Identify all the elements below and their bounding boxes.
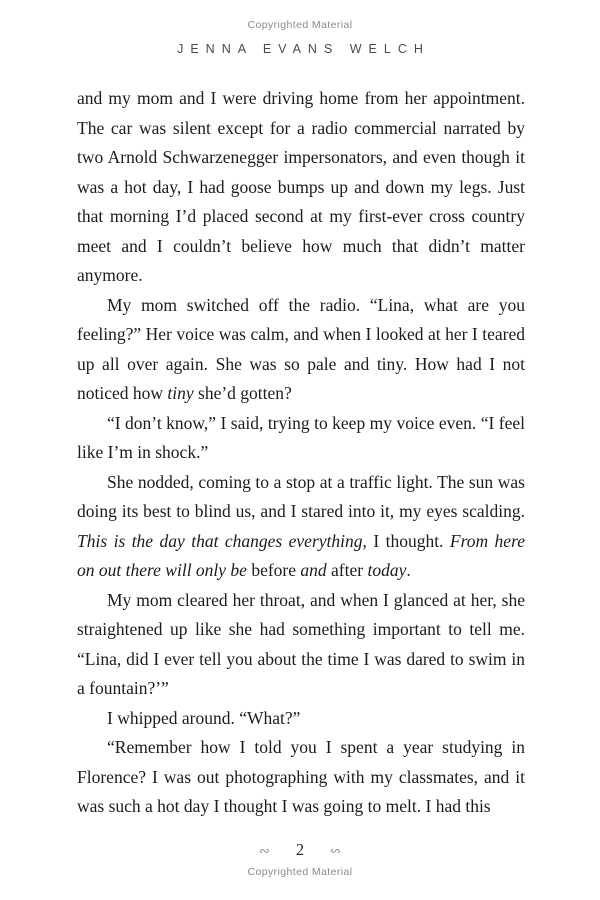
body-text bbox=[77, 84, 525, 822]
italic-run: tiny bbox=[167, 383, 194, 403]
paragraph bbox=[77, 409, 525, 468]
text-run: and my mom and I were driving home from her appointment. The car was silent except for a radio commercial narrated by two Arnold Schwarzenegger impersonators, and even though it was a hot day, I had goose bumps up and down my legs. Just that morning I’d placed second at my first-ever cross country meet and I couldn’t believe how much that didn’t matter anymore. bbox=[77, 88, 525, 285]
text-run: after bbox=[326, 560, 368, 580]
running-header-author: JENNA EVANS WELCH bbox=[177, 42, 430, 56]
text-run: she’d gotten? bbox=[193, 383, 292, 403]
text-run: My mom switched off the radio. “Lina, what are you feeling?” Her voice was calm, and when I looked at her I teared up all over again. She was so pale and tiny. How had I not noticed how bbox=[77, 294, 525, 403]
text-run: . bbox=[406, 560, 411, 580]
page-footer bbox=[0, 840, 600, 860]
page-number: 2 bbox=[295, 840, 305, 859]
paragraph bbox=[77, 84, 525, 291]
text-run: My mom cleared her throat, and when I glanced at her, she straightened up like she had something important to tell me. “Lina, did I ever tell you about the time I was dared to swim in a fountain?’” bbox=[77, 589, 525, 698]
text-run: I whipped around. “What?” bbox=[107, 707, 301, 728]
paragraph bbox=[77, 733, 525, 822]
copyright-notice-top: Copyrighted Material bbox=[247, 19, 353, 31]
text-run: before bbox=[246, 560, 301, 580]
italic-run: From here on out there will only be bbox=[77, 530, 525, 580]
italic-run: This is the day that changes everything bbox=[77, 530, 363, 551]
text-run: “Remember how I told you I spent a year studying in Florence? I was out photographing with my classmates, and it was such a hot day I thought I was going to melt. I had this bbox=[77, 737, 525, 816]
italic-run: and bbox=[300, 560, 327, 580]
copyright-notice-bottom: Copyrighted Material bbox=[247, 866, 353, 878]
paragraph bbox=[77, 291, 525, 409]
paragraph bbox=[77, 468, 525, 586]
footer-ornament-right-icon: ∾ bbox=[330, 842, 342, 858]
footer-ornament-left-icon: ∾ bbox=[258, 842, 270, 858]
text-run: , I thought. bbox=[362, 530, 450, 551]
text-run: “I don’t know,” I said, trying to keep my voice even. “I feel like I’m in shock.” bbox=[77, 412, 525, 462]
italic-run: today bbox=[367, 560, 407, 580]
paragraph bbox=[77, 704, 525, 734]
text-run: She nodded, coming to a stop at a traffic light. The sun was doing its best to blind us, and I stared into it, my eyes scalding. bbox=[77, 471, 525, 521]
paragraph bbox=[77, 586, 525, 704]
